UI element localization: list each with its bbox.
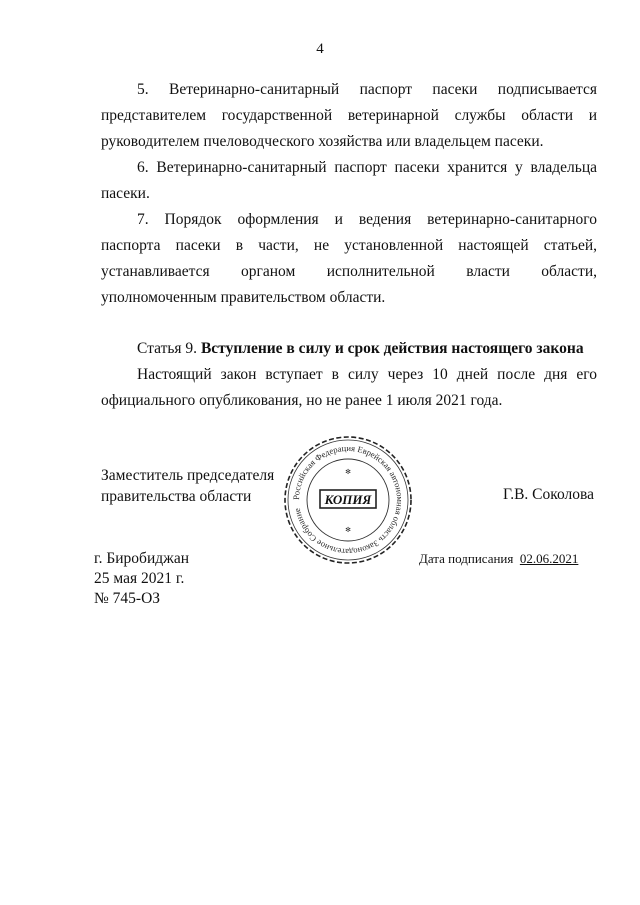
article-number: Статья 9. [137,340,198,357]
seal-ring-text: Российская Федерация Еврейская автономная область Законодательное Собрание [290,442,406,558]
signatory-name: Г.В. Соколова [503,486,595,503]
adoption-date: 25 мая 2021 г. [94,570,185,587]
signing-label: Дата подписания [419,551,514,566]
place-and-number [94,549,189,609]
article-9 [101,336,597,414]
official-seal [282,434,414,566]
article-heading [101,336,597,362]
signing-date-block [419,551,578,567]
city: г. Биробиджан [94,550,190,567]
seal-star-bottom-icon: ✻ [345,526,351,534]
seal-star-top-icon: ✻ [345,468,351,476]
position-line-2: правительства области [101,488,252,505]
signatory-position [101,465,274,507]
signing-date: 02.06.2021 [519,551,579,566]
article-8-continuation [101,77,597,311]
paragraph-7: 7. Порядок оформления и ведения ветеринарно-санитарного паспорта пасеки в части, не установленной настоящей статьей, устанавливается органом исполнительной власти области, уполномоченным правительством области. [101,211,597,306]
article-text: Настоящий закон вступает в силу через 10 дней после дня его официального опубликования, но не ранее 1 июля 2021 года. [101,366,597,409]
paragraph-6: 6. Ветеринарно-санитарный паспорт пасеки хранится у владельца пасеки. [101,159,597,202]
paragraph-5: 5. Ветеринарно-санитарный паспорт пасеки подписывается представителем государственной ветеринарной службы области и руководителем пчеловодческого хозяйства или владельцем пасеки. [101,81,597,150]
article-title: Вступление в силу и срок действия настоящего закона [200,340,584,357]
law-number: № 745-ОЗ [94,590,161,607]
position-line-1: Заместитель председателя [101,467,275,484]
seal-center-text: КОПИЯ [324,492,372,507]
page-number: 4 [316,41,324,57]
